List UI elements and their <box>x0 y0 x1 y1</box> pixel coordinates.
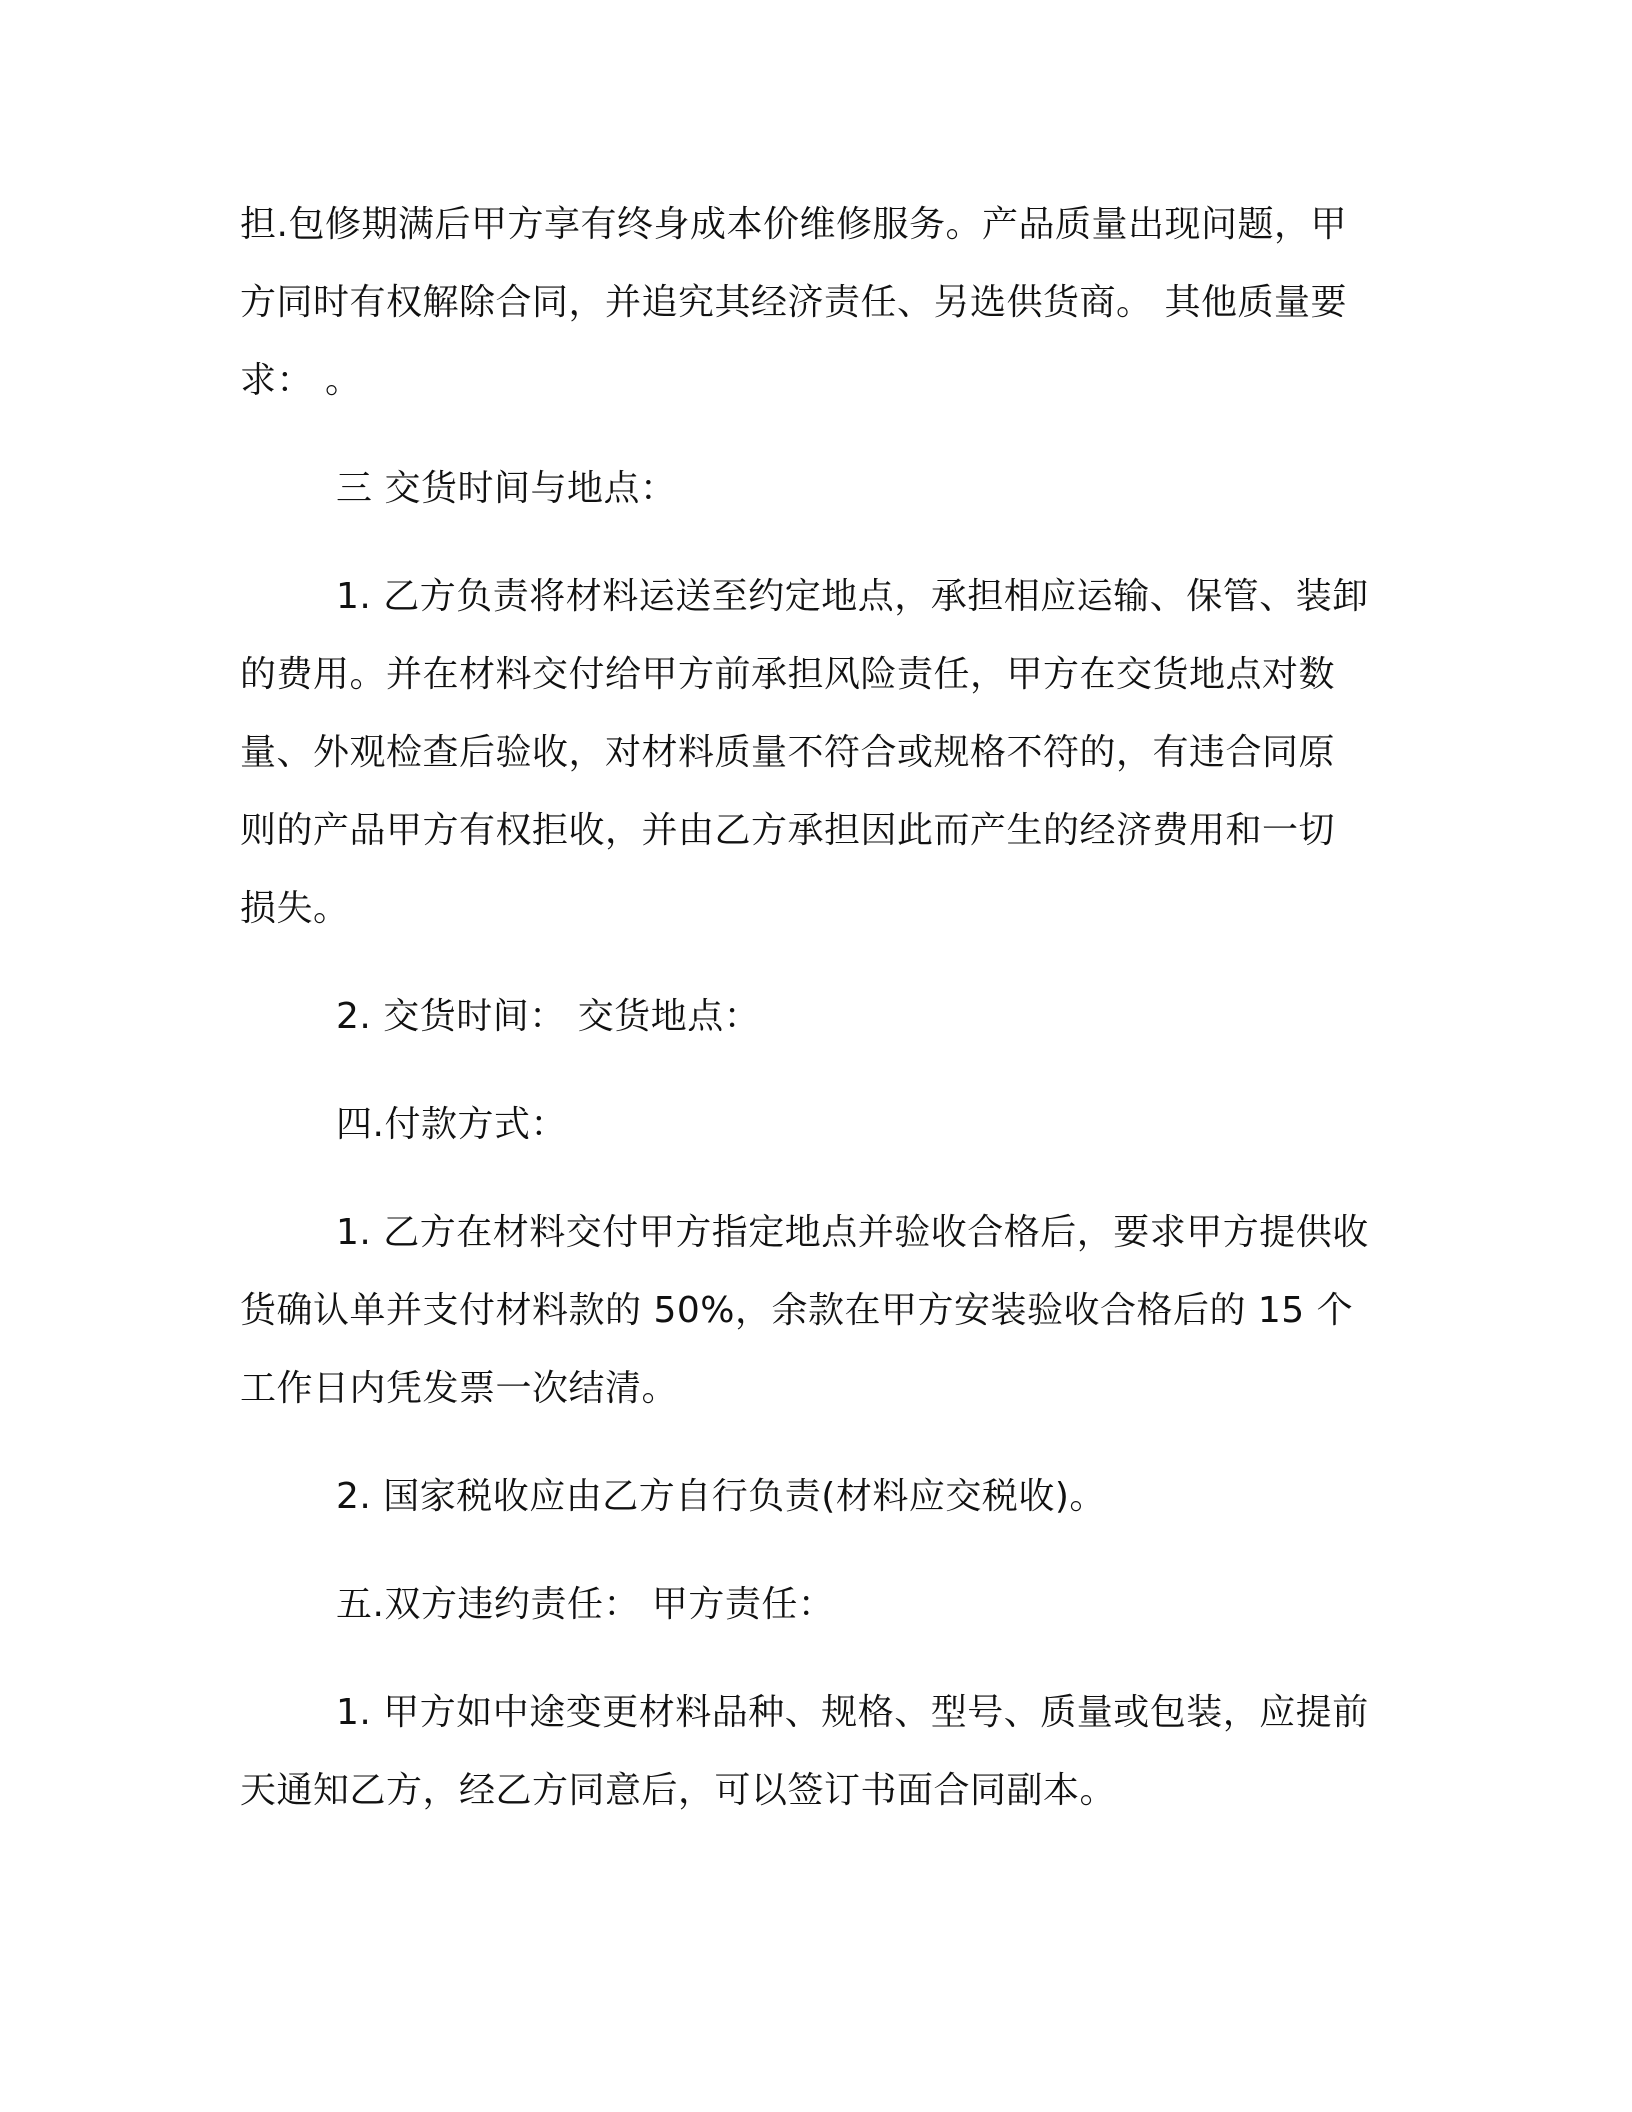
paragraph-delivery-clause-2 <box>240 978 1390 1056</box>
section-heading-delivery <box>240 450 1390 528</box>
paragraph-line: 1. 乙方在材料交付甲方指定地点并验收合格后，要求甲方提供收 <box>336 1212 1369 1253</box>
paragraph-delivery-clause-1 <box>240 558 1390 948</box>
document-body <box>240 186 1390 1830</box>
paragraph-liability-clause-1 <box>240 1674 1390 1830</box>
paragraph-payment-clause-2 <box>240 1458 1390 1536</box>
section-heading-payment <box>240 1086 1390 1164</box>
heading-line: 四.付款方式： <box>336 1104 567 1145</box>
paragraph-line: 工作日内凭发票一次结清。 <box>240 1368 679 1409</box>
paragraph-warranty-continuation <box>240 186 1390 420</box>
paragraph-line: 求： 。 <box>240 360 362 401</box>
paragraph-line: 2. 国家税收应由乙方自行负责(材料应交税收)。 <box>336 1476 1106 1517</box>
paragraph-payment-clause-1 <box>240 1194 1390 1428</box>
paragraph-line: 天通知乙方，经乙方同意后，可以签订书面合同副本。 <box>240 1770 1117 1811</box>
paragraph-line: 1. 甲方如中途变更材料品种、规格、型号、质量或包装，应提前 <box>336 1692 1369 1733</box>
paragraph-line: 损失。 <box>240 888 350 929</box>
paragraph-line: 货确认单并支付材料款的 50%，余款在甲方安装验收合格后的 15 个 <box>240 1290 1354 1331</box>
paragraph-line: 方同时有权解除合同，并追究其经济责任、另选供货商。 其他质量要 <box>240 282 1347 323</box>
paragraph-line: 的费用。并在材料交付给甲方前承担风险责任，甲方在交货地点对数 <box>240 654 1336 695</box>
section-heading-liability <box>240 1566 1390 1644</box>
paragraph-line: 则的产品甲方有权拒收，并由乙方承担因此而产生的经济费用和一切 <box>240 810 1336 851</box>
paragraph-line: 量、外观检查后验收，对材料质量不符合或规格不符的，有违合同原 <box>240 732 1336 773</box>
paragraph-line: 1. 乙方负责将材料运送至约定地点，承担相应运输、保管、装卸 <box>336 576 1369 617</box>
paragraph-line: 担.包修期满后甲方享有终身成本价维修服务。产品质量出现问题，甲 <box>240 204 1347 245</box>
heading-line: 五.双方违约责任： 甲方责任： <box>336 1584 835 1625</box>
paragraph-line: 2. 交货时间： 交货地点： <box>336 996 761 1037</box>
heading-line: 三 交货时间与地点： <box>336 468 677 509</box>
